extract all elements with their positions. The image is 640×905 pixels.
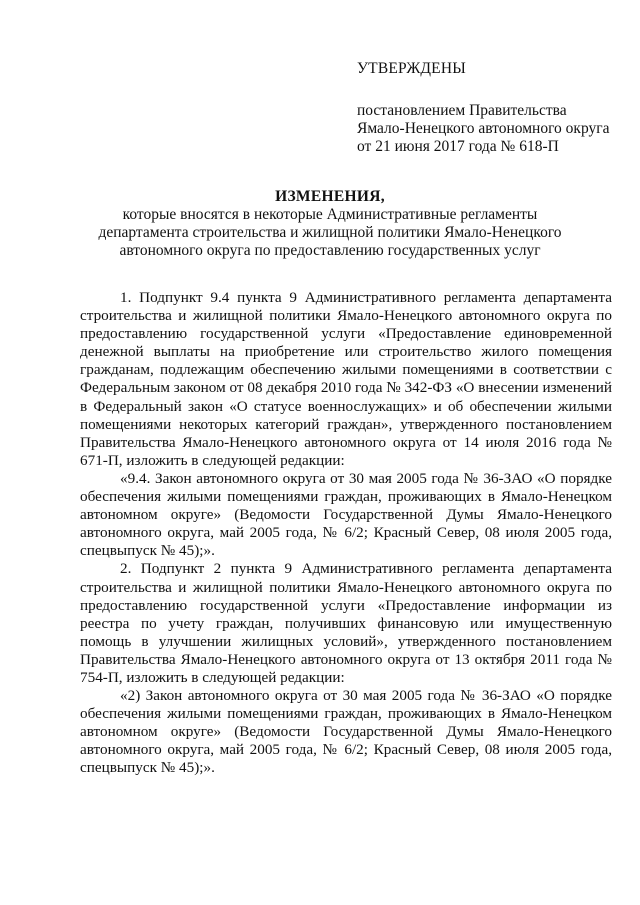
document-title-block: [80, 188, 580, 260]
paragraph-2: «9.4. Закон автономного округа от 30 мая 2005 года № 36-ЗАО «О порядке обеспечения жилыми помещениями граждан, проживающих в Ямало-Ненецком автономном округе» (Ведомости Государственной Думы Ямало-Ненецкого автономного округа, май 2005 года, № 6/2; Красный Север, 08 июля 2005 года, спецвыпуск № 45);».: [80, 469, 612, 560]
approval-block: [357, 60, 617, 156]
paragraph-3: 2. Подпункт 2 пункта 9 Административного регламента департамента строительства и жилищной политики Ямало-Ненецкого автономного округа по предоставлению государственной услуги «Предоставление информации из реестра по учету граждан, получивших финансовую или имущественную помощь в улучшении жилищных условий», утвержденного постановлением Правительства Ямало-Ненецкого автономного округа от 13 октября 2011 года № 754-П, изложить в следующей редакции:: [80, 560, 612, 686]
document-title: ИЗМЕНЕНИЯ,: [275, 188, 385, 205]
paragraph-4: «2) Закон автономного округа от 30 мая 2005 года № 36-ЗАО «О порядке обеспечения жилыми помещениями граждан, проживающих в Ямало-Ненецком автономном округе» (Ведомости Государственной Думы Ямало-Ненецкого автономного округа, май 2005 года, № 6/2; Красный Север, 08 июля 2005 года, спецвыпуск № 45);».: [80, 687, 612, 777]
document-body: [80, 289, 612, 778]
document-subtitle-line-2: департамента строительства и жилищной политики Ямало-Ненецкого: [98, 224, 562, 241]
approval-line-1: постановлением Правительства: [357, 102, 567, 119]
document-subtitle-line-1: которые вносятся в некоторые Административные регламенты: [122, 206, 538, 223]
approval-line-3: от 21 июня 2017 года № 618-П: [357, 138, 559, 155]
paragraph-1: 1. Подпункт 9.4 пункта 9 Административного регламента департамента строительства и жилищной политики Ямало-Ненецкого автономного округа по предоставлению государственной услуги «Предоставление единовременной денежной выплаты на приобретение или строительство жилого помещения гражданам, подлежащим обеспечению жилыми помещениями в соответствии с Федеральным законом от 08 декабря 2010 года № 342-ФЗ «О внесении изменений в Федеральный закон «О статусе военнослужащих» и об обеспечении жилыми помещениями некоторых категорий граждан», утвержденного постановлением Правительства Ямало-Ненецкого автономного округа от 14 июля 2016 года № 671-П, изложить в следующей редакции:: [80, 289, 612, 469]
approval-heading: УТВЕРЖДЕНЫ: [357, 60, 466, 77]
document-subtitle-line-3: автономного округа по предоставлению государственных услуг: [119, 242, 541, 259]
approval-line-2: Ямало-Ненецкого автономного округа: [357, 120, 610, 137]
